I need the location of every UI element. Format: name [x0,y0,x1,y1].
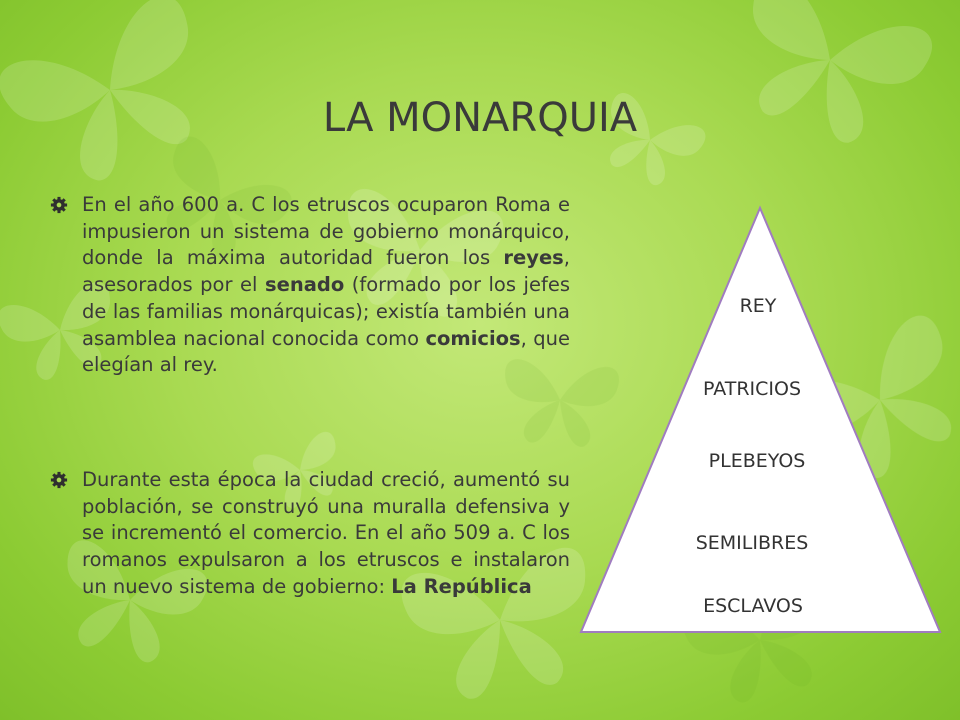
bold-term-republica: La República [391,574,532,598]
pyramid-diagram [578,205,948,635]
bullet-text: (formado por los jefes de las familias monárquicas); existía también una asamblea nacional conocida como [82,273,570,350]
pyramid-level-rey: REY [739,295,777,317]
pyramid-level-esclavos: ESCLAVOS [703,595,803,617]
pyramid-level-semilibres: SEMILIBRES [695,532,809,554]
pyramid-shape [581,208,940,632]
bullet-text: , asesorados por el [82,246,570,297]
bold-term-comicios: comicios [425,326,521,350]
gear-bullet-icon [50,471,68,489]
bold-term-reyes: reyes [503,246,564,270]
pyramid-level-plebeyos: PLEBEYOS [708,450,806,472]
bullet-text: En el año 600 a. C los etruscos ocuparon Roma e impusieron un sistema de gobierno monárquico, donde la máxima autoridad fueron los [82,193,570,270]
pyramid-level-patricios: PATRICIOS [702,378,802,400]
bullet-paragraph [82,192,570,379]
gear-bullet-icon [50,196,68,214]
bullet-paragraph [82,467,570,601]
bullet-text: , que elegían al rey. [82,326,570,377]
bullet-text: Durante esta época la ciudad creció, aumentó su población, se construyó una muralla defensiva y se incrementó el comercio. En el año 509 a. C los romanos expulsaron a los etruscos e instalaron un nuevo sistema de gobierno: [82,468,570,598]
bold-term-senado: senado [265,273,345,297]
slide-title: LA MONARQUIA [322,95,638,141]
